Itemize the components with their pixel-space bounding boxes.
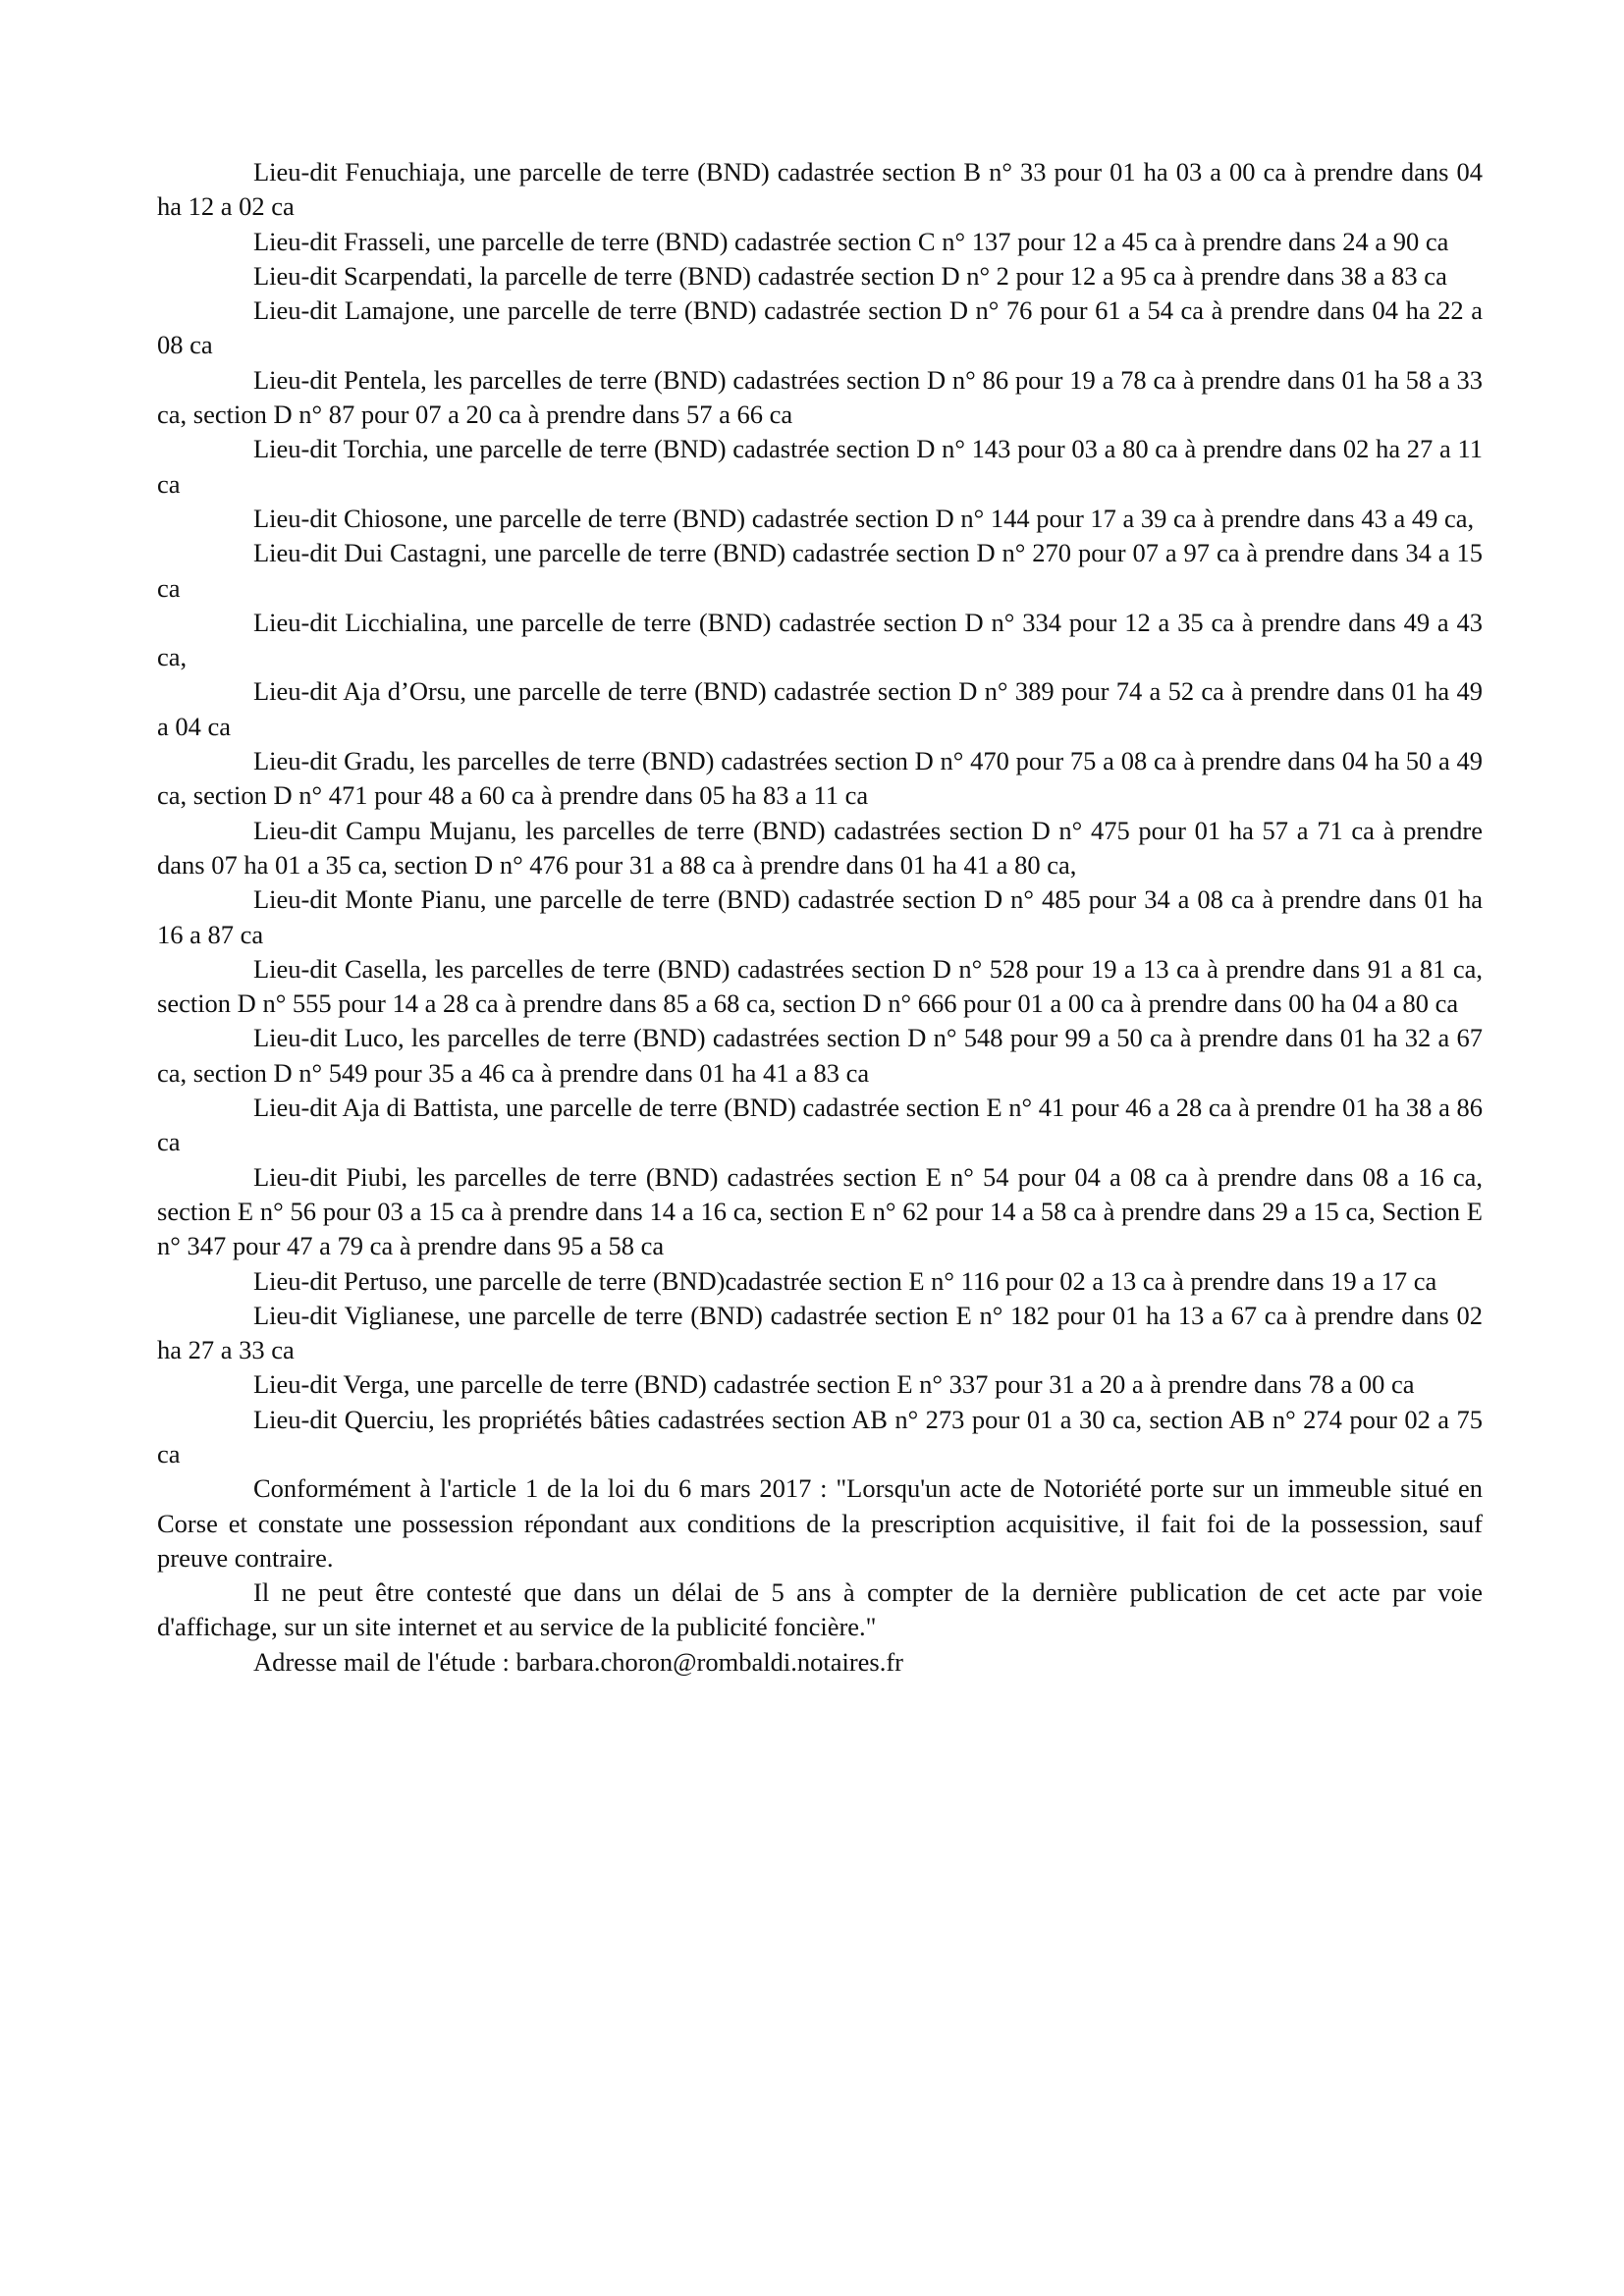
parcel-luco: Lieu-dit Luco, les parcelles de terre (BND) cadastrées section D n° 548 pour 99 a 50 ca à prendre dans 01 ha 32 a 67 ca, section D n° 549 pour 35 a 46 ca à prendre dans 01 ha 41 a 83 ca [157, 1023, 1483, 1088]
parcel-licchialina: Lieu-dit Licchialina, une parcelle de terre (BND) cadastrée section D n° 334 pour 12 a 35 ca à prendre dans 49 a 43 ca, [157, 607, 1483, 672]
parcel-aja-di-battista: Lieu-dit Aja di Battista, une parcelle de terre (BND) cadastrée section E n° 41 pour 46 a 28 ca à prendre 01 ha 38 a 86 ca [157, 1093, 1483, 1157]
parcel-pentela: Lieu-dit Pentela, les parcelles de terre (BND) cadastrées section D n° 86 pour 19 a 78 ca à prendre dans 01 ha 58 a 33 ca, section D n° 87 pour 07 a 20 ca à prendre dans 57 a 66 ca [157, 364, 1483, 430]
parcel-frasseli: Lieu-dit Frasseli, une parcelle de terre (BND) cadastrée section C n° 137 pour 12 a 45 ca à prendre dans 24 a 90 ca [253, 226, 1449, 256]
parcel-fenuchiaja: Lieu-dit Fenuchiaja, une parcelle de terre (BND) cadastrée section B n° 33 pour 01 ha 03 a 00 ca à prendre dans 04 ha 12 a 02 ca [157, 157, 1483, 222]
parcel-gradu: Lieu-dit Gradu, les parcelles de terre (BND) cadastrées section D n° 470 pour 75 a 08 ca à prendre dans 04 ha 50 a 49 ca, section D n° 471 pour 48 a 60 ca à prendre dans 05 ha 83 a 11 ca [157, 746, 1483, 811]
document-page [157, 155, 1483, 1680]
parcel-querciu: Lieu-dit Querciu, les propriétés bâties cadastrées section AB n° 273 pour 01 a 30 ca, section AB n° 274 pour 02 a 75 ca [157, 1404, 1483, 1468]
parcel-viglianese: Lieu-dit Viglianese, une parcelle de terre (BND) cadastrée section E n° 182 pour 01 ha 13 a 67 ca à prendre dans 02 ha 27 a 33 ca [157, 1300, 1483, 1365]
parcel-chiosone: Lieu-dit Chiosone, une parcelle de terre (BND) cadastrée section D n° 144 pour 17 a 39 ca à prendre dans 43 a 49 ca, [253, 503, 1475, 533]
parcel-scarpendati: Lieu-dit Scarpendati, la parcelle de terre (BND) cadastrée section D n° 2 pour 12 a 95 ca à prendre dans 38 a 83 ca [253, 260, 1447, 291]
legal-notice-article: Conformément à l'article 1 de la loi du 6 mars 2017 : "Lorsqu'un acte de Notoriété porte sur un immeuble situé en Corse et constate une possession répondant aux conditions de la prescription acquisitive, il fait foi de la possession, sauf preuve contraire. [157, 1473, 1483, 1573]
parcel-piubi: Lieu-dit Piubi, les parcelles de terre (BND) cadastrées section E n° 54 pour 04 a 08 ca à prendre dans 08 a 16 ca, section E n° 56 pour 03 a 15 ca à prendre dans 14 a 16 ca, section E n° 62 pour 14 a 58 ca à prendre dans 29 a 15 ca, Section E n° 347 pour 47 a 79 ca à prendre dans 95 a 58 ca [157, 1161, 1483, 1261]
parcel-pertuso: Lieu-dit Pertuso, une parcelle de terre (BND)cadastrée section E n° 116 pour 02 a 13 ca à prendre dans 19 a 17 ca [253, 1265, 1437, 1296]
parcel-verga: Lieu-dit Verga, une parcelle de terre (BND) cadastrée section E n° 337 pour 31 a 20 a à prendre dans 78 a 00 ca [253, 1369, 1415, 1400]
parcel-torchia: Lieu-dit Torchia, une parcelle de terre (BND) cadastrée section D n° 143 pour 03 a 80 ca à prendre dans 02 ha 27 a 11 ca [157, 434, 1483, 499]
parcel-casella: Lieu-dit Casella, les parcelles de terre (BND) cadastrées section D n° 528 pour 19 a 13 ca à prendre dans 91 a 81 ca, section D n° 555 pour 14 a 28 ca à prendre dans 85 a 68 ca, section D n° 666 pour 01 a 00 ca à prendre dans 00 ha 04 a 80 ca [157, 953, 1483, 1019]
office-email: Adresse mail de l'étude : barbara.choron@rombaldi.notaires.fr [253, 1646, 903, 1677]
legal-notice-delay: Il ne peut être contesté que dans un délai de 5 ans à compter de la dernière publication de cet acte par voie d'affichage, sur un site internet et au service de la publicité foncière." [157, 1577, 1483, 1642]
parcel-monte-pianu: Lieu-dit Monte Pianu, une parcelle de terre (BND) cadastrée section D n° 485 pour 34 a 08 ca à prendre dans 01 ha 16 a 87 ca [157, 884, 1483, 949]
parcel-aja-dorsu: Lieu-dit Aja d’Orsu, une parcelle de terre (BND) cadastrée section D n° 389 pour 74 a 52 ca à prendre dans 01 ha 49 a 04 ca [157, 676, 1483, 741]
parcel-campu-mujanu: Lieu-dit Campu Mujanu, les parcelles de terre (BND) cadastrées section D n° 475 pour 01 ha 57 a 71 ca à prendre dans 07 ha 01 a 35 ca, section D n° 476 pour 31 a 88 ca à prendre dans 01 ha 41 a 80 ca, [157, 815, 1483, 880]
parcel-dui-castagni: Lieu-dit Dui Castagni, une parcelle de terre (BND) cadastrée section D n° 270 pour 07 a 97 ca à prendre dans 34 a 15 ca [157, 538, 1483, 603]
parcel-lamajone: Lieu-dit Lamajone, une parcelle de terre (BND) cadastrée section D n° 76 pour 61 a 54 ca à prendre dans 04 ha 22 a 08 ca [157, 295, 1483, 360]
